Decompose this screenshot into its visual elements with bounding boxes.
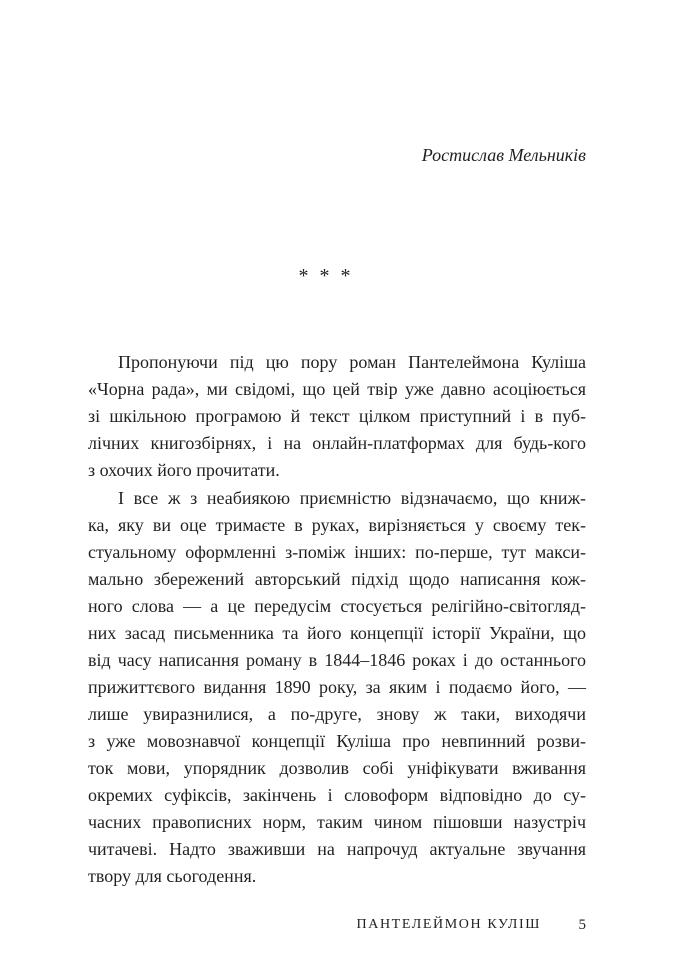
body-text — [88, 349, 586, 890]
text-line: Пропонуючи під цю пору роман Пантелеймона Куліша — [118, 352, 586, 372]
text-line: твору для сьогодення. — [88, 866, 257, 886]
text-line: зі шкільною програмою й текст цілком приступний і в пуб- — [88, 406, 586, 426]
text-line: від часу написання роману в 1844–1846 роках і до останнього — [88, 650, 586, 670]
text-line: лічних книгозбірнях, і на онлайн-платформах для будь-кого — [88, 433, 586, 453]
text-line: часних правописних норм, таким чином пішовши назустріч — [88, 812, 586, 832]
section-separator: * * * — [298, 265, 354, 287]
paragraph — [88, 349, 586, 484]
text-line: прижиттєвого видання 1890 року, за яким і подаємо його, — — [88, 677, 586, 697]
text-line: стуальному оформленні з-поміж інших: по-перше, тут макси- — [88, 542, 586, 562]
text-line: ка, яку ви оце тримаєте в руках, вирізняється у своєму тек- — [88, 515, 586, 535]
text-line: «Чорна рада», ми свідомі, що цей твір уже давно асоціюється — [88, 379, 586, 399]
page-number: 5 — [578, 917, 586, 933]
text-line: читачеві. Надто зваживши на напрочуд актуальне звучання — [88, 839, 586, 859]
text-line: з охочих його прочитати. — [88, 460, 280, 480]
text-line: окремих суфіксів, закінчень і словоформ відповідно до су- — [88, 785, 586, 805]
author-signature: Ростислав Мельників — [421, 145, 586, 165]
text-line: лише увиразнилися, а по-друге, знову ж таки, виходячи — [88, 704, 586, 724]
running-title: ПАНТЕЛЕЙМОН КУЛІШ — [356, 917, 541, 932]
text-line: І все ж з неабиякою приємністю відзначаємо, що книж- — [118, 488, 586, 508]
paragraph — [88, 485, 586, 890]
text-line: ток мови, упорядник дозволив собі уніфікувати вживання — [88, 758, 586, 778]
text-line: з уже мовознавчої концепції Куліша про невпинний розви- — [88, 731, 586, 751]
text-line: мально збережений авторський підхід щодо написання кож- — [88, 569, 586, 589]
text-line: ного слова — а це передусім стосується релігійно-світогляд- — [88, 596, 586, 616]
text-line: них засад письменника та його концепції історії України, що — [88, 623, 586, 643]
